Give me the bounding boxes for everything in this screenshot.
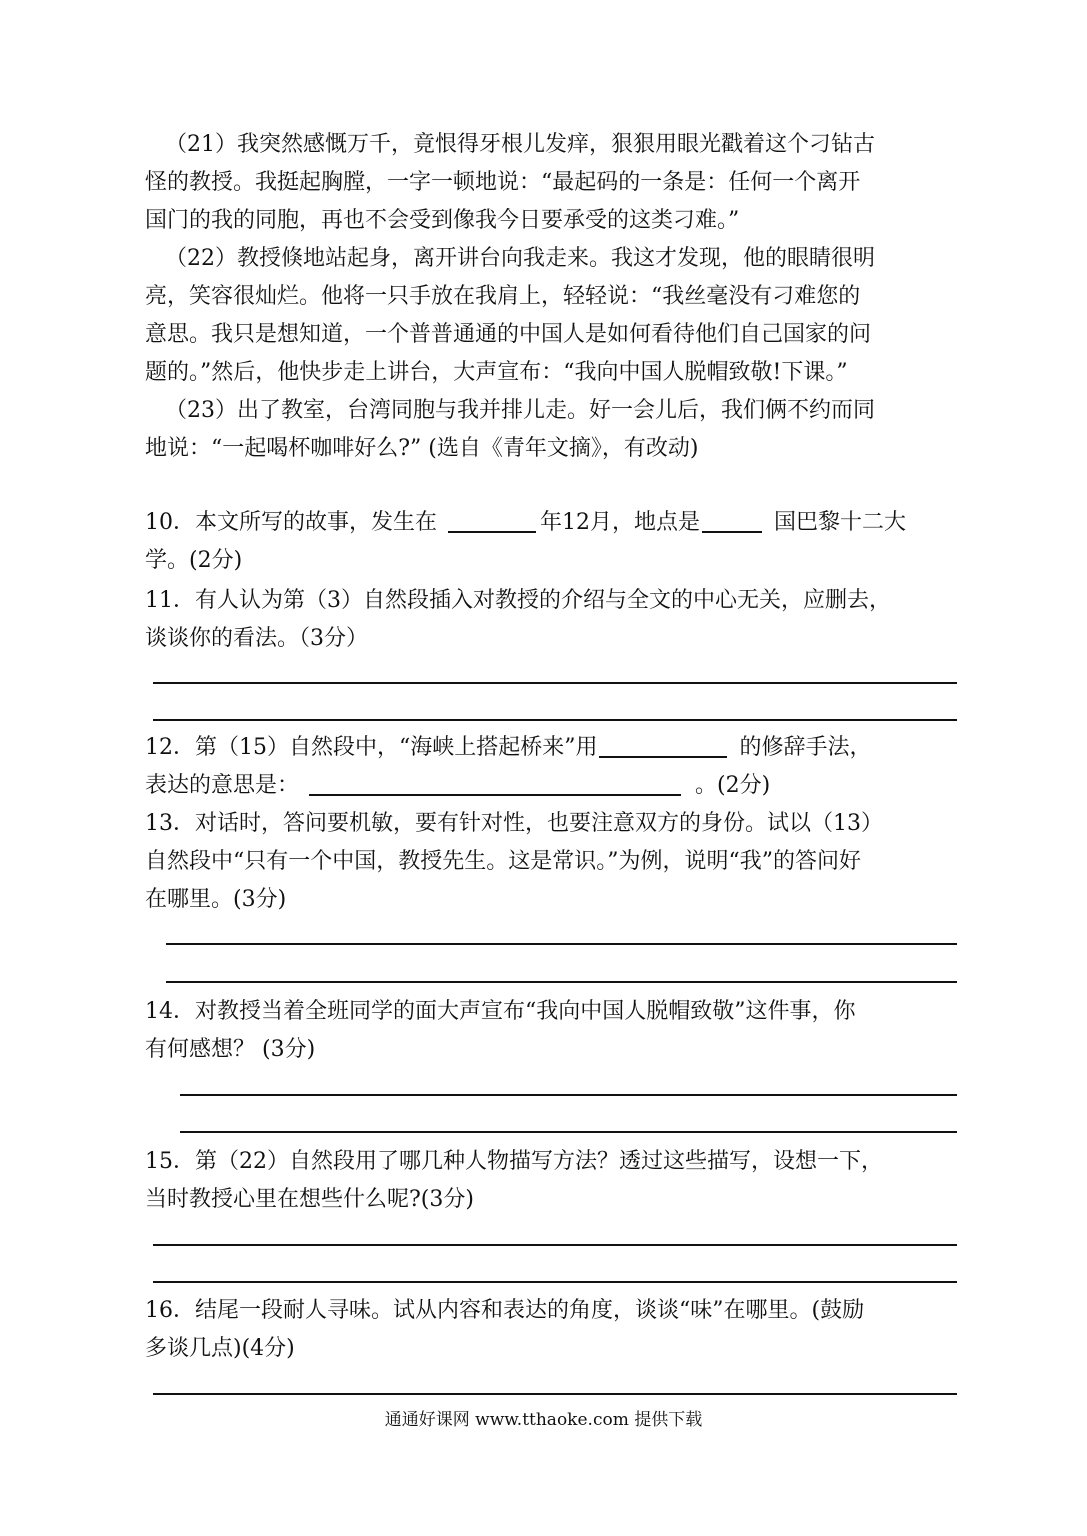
passage-p23-line2: 地说：“一起喝杯咖啡好么?” (选自《青年文摘》，有改动) bbox=[145, 436, 699, 461]
question-12 bbox=[145, 729, 965, 767]
answer-line-q15-1[interactable] bbox=[153, 1244, 957, 1246]
question-13-line3: 在哪里。(3分) bbox=[145, 887, 287, 912]
question-12-text-a: 12．第（15）自然段中，“海峡上搭起桥来”用 bbox=[145, 735, 598, 760]
question-10-line2: 学。(2分) bbox=[145, 548, 243, 573]
question-16-line2: 多谈几点)(4分) bbox=[145, 1336, 295, 1361]
question-12-blank-rhetoric[interactable] bbox=[599, 732, 727, 758]
passage-p21-line3: 国门的我的同胞，再也不会受到像我今日要承受的这类刁难。” bbox=[145, 208, 740, 233]
question-10-text-c: 国巴黎十二大 bbox=[774, 510, 907, 535]
question-10 bbox=[145, 504, 965, 542]
passage-p22-line1: （22）教授倏地站起身，离开讲台向我走来。我这才发现，他的眼睛很明 bbox=[165, 246, 875, 271]
question-10-blank-place[interactable] bbox=[702, 507, 762, 533]
answer-line-q14-1[interactable] bbox=[180, 1094, 957, 1096]
passage-p22-line3: 意思。我只是想知道，一个普普通通的中国人是如何看待他们自己国家的问 bbox=[145, 322, 872, 347]
question-15-line2: 当时教授心里在想些什么呢?(3分) bbox=[145, 1187, 474, 1212]
passage-p21-line1: （21）我突然感慨万千，竟恨得牙根儿发痒，狠狠用眼光戳着这个刁钻古 bbox=[165, 132, 875, 157]
question-10-text-a: 10．本文所写的故事，发生在 bbox=[145, 510, 437, 535]
answer-line-q13-1[interactable] bbox=[166, 943, 957, 945]
question-12-line2 bbox=[145, 767, 965, 805]
question-14-line1: 14．对教授当着全班同学的面大声宣布“我向中国人脱帽致敬”这件事，你 bbox=[145, 999, 856, 1024]
question-10-blank-year[interactable] bbox=[448, 507, 536, 533]
question-12-blank-meaning[interactable] bbox=[309, 770, 681, 796]
question-13-line1: 13．对话时，答问要机敏，要有针对性，也要注意双方的身份。试以（13） bbox=[145, 811, 883, 836]
question-10-text-b: 年12月，地点是 bbox=[540, 510, 700, 535]
passage-p22-line4: 题的。”然后，他快步走上讲台，大声宣布：“我向中国人脱帽致敬!下课。” bbox=[145, 360, 848, 385]
question-11-line2: 谈谈你的看法。（3分） bbox=[145, 626, 368, 651]
answer-line-q14-2[interactable] bbox=[180, 1131, 957, 1133]
question-16-line1: 16．结尾一段耐人寻味。试从内容和表达的角度，谈谈“味”在哪里。(鼓励 bbox=[145, 1298, 865, 1323]
question-15-line1: 15．第（22）自然段用了哪几种人物描写方法？透过这些描写，设想一下， bbox=[145, 1149, 883, 1174]
question-13-line2: 自然段中“只有一个中国，教授先生。这是常识。”为例，说明“我”的答问好 bbox=[145, 849, 861, 874]
page-footer: 通通好课网 www.tthaoke.com 提供下载 bbox=[384, 1410, 703, 1430]
passage-p22-line2: 亮，笑容很灿烂。他将一只手放在我肩上，轻轻说：“我丝毫没有刁难您的 bbox=[145, 284, 861, 309]
answer-line-q15-2[interactable] bbox=[153, 1281, 957, 1283]
question-12-text-b: 的修辞手法， bbox=[739, 735, 872, 760]
question-12-text-d: 。(2分) bbox=[695, 773, 771, 798]
answer-line-q11-2[interactable] bbox=[153, 719, 957, 721]
answer-line-q13-2[interactable] bbox=[166, 981, 957, 983]
question-12-text-c: 表达的意思是： bbox=[145, 773, 300, 798]
passage-p23-line1: （23）出了教室，台湾同胞与我并排儿走。好一会儿后，我们俩不约而同 bbox=[165, 398, 875, 423]
question-11-line1: 11．有人认为第（3）自然段插入对教授的介绍与全文的中心无关，应删去， bbox=[145, 588, 891, 613]
answer-line-q16-1[interactable] bbox=[153, 1393, 957, 1395]
answer-line-q11-1[interactable] bbox=[153, 682, 957, 684]
question-14-line2: 有何感想？ (3分) bbox=[145, 1037, 316, 1062]
passage-p21-line2: 怪的教授。我挺起胸膛，一字一顿地说：“最起码的一条是：任何一个离开 bbox=[145, 170, 861, 195]
